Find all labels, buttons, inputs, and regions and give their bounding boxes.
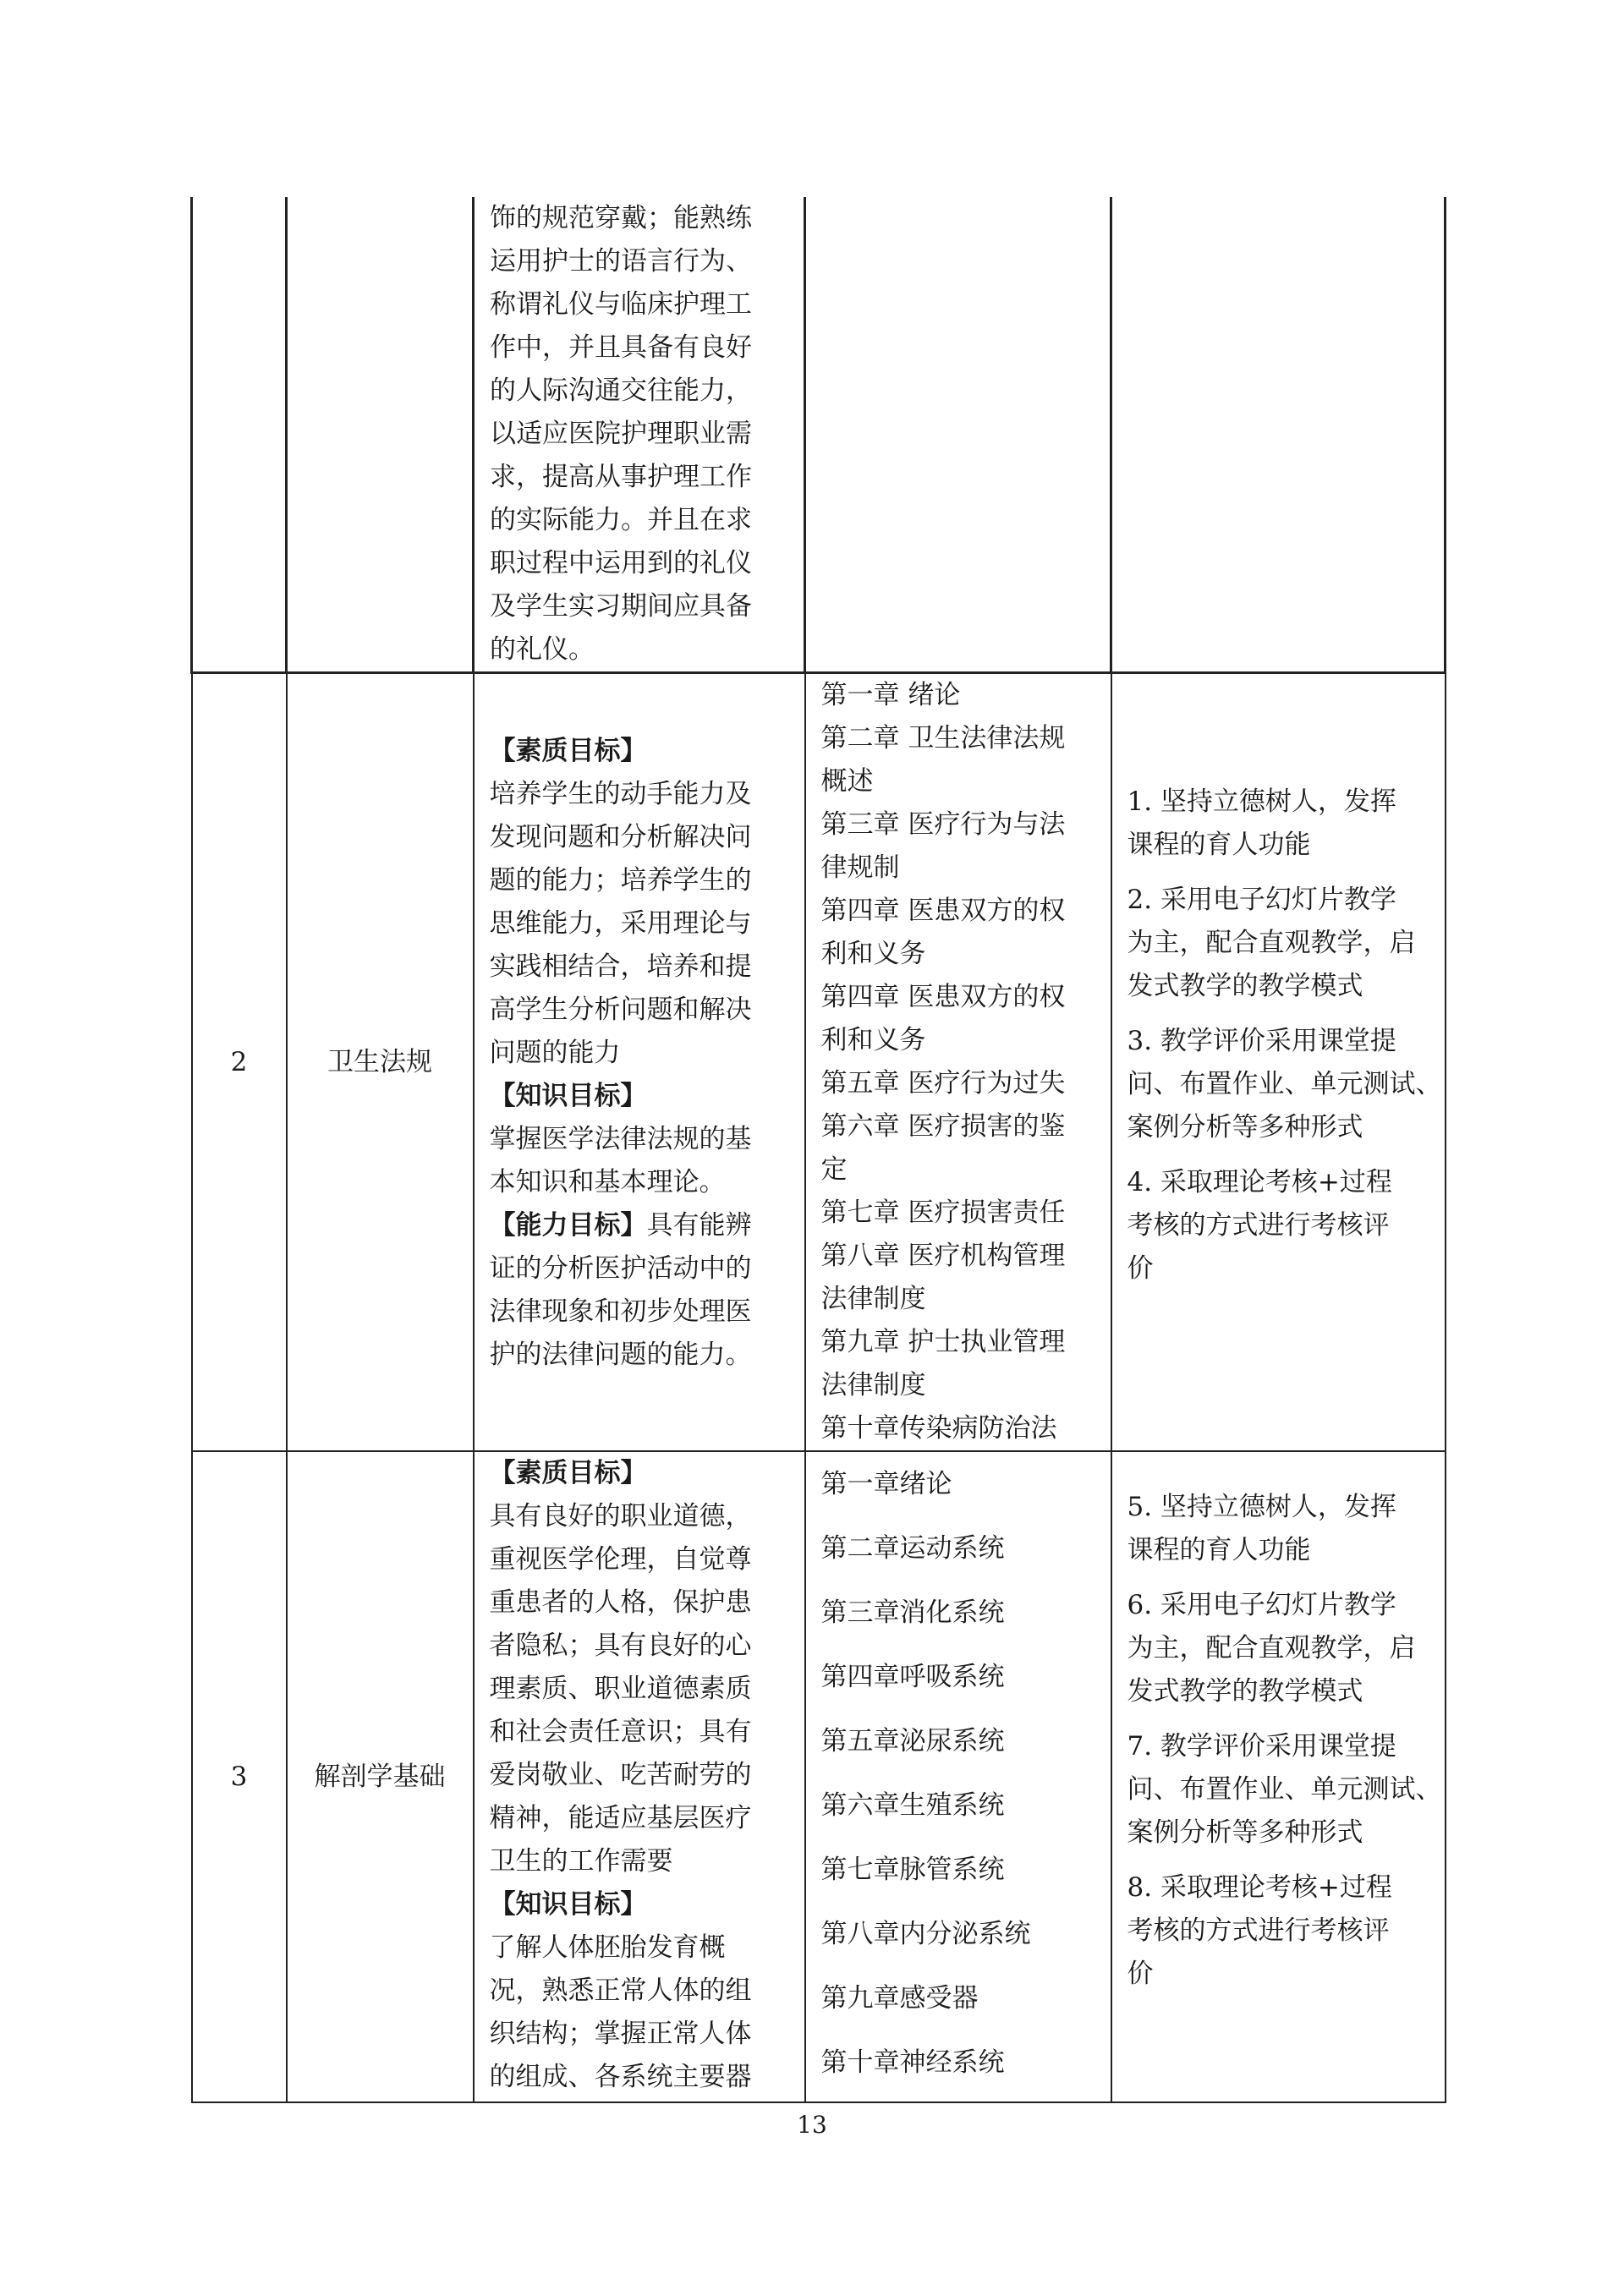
method-line: 发式教学的教学模式 bbox=[1127, 1676, 1363, 1707]
quality-goal-heading: 【素质目标】 bbox=[489, 736, 647, 766]
chapter-line: 第六章生殖系统 bbox=[820, 1790, 1005, 1821]
method-line: 发式教学的教学模式 bbox=[1127, 971, 1363, 1001]
table-row-continuation bbox=[192, 197, 1446, 673]
method-line: 1. 坚持立德树人，发挥 bbox=[1127, 786, 1396, 817]
goal-line: 织结构；掌握正常人体 bbox=[489, 2019, 752, 2049]
course-name-cell bbox=[287, 197, 474, 673]
chapters-cell bbox=[805, 673, 1111, 1452]
goal-line: 问题的能力 bbox=[489, 1038, 621, 1068]
table-row-course-2 bbox=[192, 673, 1446, 1452]
chapter-line: 第三章消化系统 bbox=[820, 1597, 1005, 1628]
goals-cell bbox=[474, 1451, 805, 2102]
goal-line: 法律现象和初步处理医 bbox=[489, 1296, 752, 1327]
knowledge-goal-heading: 【知识目标】 bbox=[489, 1081, 647, 1111]
goal-line: 职过程中运用到的礼仪 bbox=[490, 548, 752, 578]
method-line: 考核的方式进行考核评 bbox=[1127, 1915, 1390, 1946]
goal-line: 培养学生的动手能力及 bbox=[489, 779, 752, 809]
goal-line: 作中，并且具备有良好 bbox=[490, 332, 752, 363]
goal-line: 护的法律问题的能力。 bbox=[489, 1340, 752, 1370]
chapter-line: 定 bbox=[820, 1154, 848, 1185]
methods-cell bbox=[1111, 1451, 1446, 2102]
goal-line: 证的分析医护活动中的 bbox=[489, 1253, 752, 1284]
chapter-line: 第六章 医疗损害的鉴 bbox=[820, 1111, 1066, 1142]
chapter-line: 第七章 医疗损害责任 bbox=[820, 1197, 1066, 1228]
chapter-line: 第一章绪论 bbox=[820, 1469, 952, 1499]
page-number: 13 bbox=[797, 2111, 827, 2139]
method-line: 7. 教学评价采用课堂提 bbox=[1127, 1731, 1396, 1762]
goal-line: 掌握医学法律法规的基 bbox=[489, 1124, 752, 1154]
number-cell bbox=[192, 197, 287, 673]
goal-line: 具有良好的职业道德， bbox=[489, 1501, 752, 1532]
chapter-line: 第九章感受器 bbox=[820, 1983, 979, 2014]
method-line: 3. 教学评价采用课堂提 bbox=[1127, 1026, 1396, 1056]
goal-line: 的实际能力。并且在求 bbox=[490, 505, 752, 535]
chapter-line: 第八章 医疗机构管理 bbox=[820, 1241, 1066, 1271]
goal-line: 及学生实习期间应具备 bbox=[490, 591, 752, 622]
method-line: 为主，配合直观教学，启 bbox=[1127, 928, 1416, 958]
goal-line: 理素质、职业道德素质 bbox=[489, 1674, 752, 1704]
chapter-line: 第八章内分泌系统 bbox=[820, 1919, 1031, 1949]
goal-line: 发现问题和分析解决问 bbox=[489, 822, 752, 852]
methods-cell bbox=[1111, 197, 1446, 673]
ability-goal-text: 具有能辨 bbox=[646, 1210, 752, 1241]
course-name-cell: 解剖学基础 bbox=[287, 1451, 474, 2102]
chapter-line: 第一章 绪论 bbox=[820, 680, 961, 710]
method-line: 问、布置作业、单元测试、 bbox=[1127, 1774, 1442, 1805]
method-line: 5. 坚持立德树人，发挥 bbox=[1127, 1492, 1396, 1522]
chapter-line: 第三章 医疗行为与法 bbox=[820, 809, 1066, 840]
goal-line: 的人际沟通交往能力， bbox=[490, 375, 752, 406]
method-line: 考核的方式进行考核评 bbox=[1127, 1210, 1390, 1241]
method-line: 案例分析等多种形式 bbox=[1127, 1817, 1363, 1848]
goal-line: 卫生的工作需要 bbox=[489, 1846, 673, 1877]
goal-line: 以适应医院护理职业需 bbox=[490, 419, 752, 449]
chapter-line: 第五章泌尿系统 bbox=[820, 1726, 1005, 1756]
goal-line: 饰的规范穿戴；能熟练 bbox=[490, 203, 752, 233]
goal-line: 精神，能适应基层医疗 bbox=[489, 1803, 752, 1833]
chapter-line: 利和义务 bbox=[820, 939, 926, 969]
goal-line: 况，熟悉正常人体的组 bbox=[489, 1975, 752, 2006]
chapter-line: 第五章 医疗行为过失 bbox=[820, 1068, 1066, 1099]
chapter-line: 第四章 医患双方的权 bbox=[820, 982, 1066, 1012]
goal-line: 思维能力，采用理论与 bbox=[489, 908, 752, 939]
goal-line: 者隐私；具有良好的心 bbox=[489, 1630, 752, 1661]
chapter-line: 法律制度 bbox=[820, 1370, 926, 1400]
chapters-cell bbox=[805, 1451, 1111, 2102]
goal-line: 称谓礼仪与临床护理工 bbox=[490, 289, 752, 320]
ability-goal-line bbox=[490, 1204, 789, 1247]
method-line: 6. 采用电子幻灯片教学 bbox=[1127, 1590, 1396, 1620]
table-row-course-3 bbox=[192, 1451, 1446, 2102]
goal-line: 爱岗敬业、吃苦耐劳的 bbox=[489, 1760, 752, 1790]
goal-line: 的组成、各系统主要器 bbox=[489, 2062, 752, 2092]
ability-goal-heading: 【能力目标】 bbox=[489, 1210, 647, 1241]
chapters-cell bbox=[805, 197, 1111, 673]
goal-line: 重患者的人格，保护患 bbox=[489, 1587, 752, 1618]
method-line: 价 bbox=[1127, 1253, 1154, 1284]
goals-cell bbox=[474, 673, 805, 1452]
chapter-line: 概述 bbox=[820, 766, 874, 797]
method-line: 课程的育人功能 bbox=[1127, 830, 1311, 860]
goal-line: 求，提高从事护理工作 bbox=[490, 462, 752, 492]
chapter-line: 第九章 护士执业管理 bbox=[820, 1327, 1066, 1357]
chapter-line: 第四章呼吸系统 bbox=[820, 1662, 1005, 1692]
goal-line: 的礼仪。 bbox=[490, 634, 595, 665]
method-line: 4. 采取理论考核+过程 bbox=[1127, 1167, 1392, 1197]
goal-line: 题的能力；培养学生的 bbox=[489, 865, 752, 896]
goals-cell bbox=[474, 197, 805, 673]
goal-line: 实践相结合，培养和提 bbox=[489, 951, 752, 982]
goal-line: 高学生分析问题和解决 bbox=[489, 995, 752, 1025]
chapter-line: 第二章运动系统 bbox=[820, 1533, 1005, 1564]
goal-line: 重视医学伦理，自觉尊 bbox=[489, 1544, 752, 1575]
methods-cell bbox=[1111, 673, 1446, 1452]
course-table bbox=[190, 197, 1446, 2103]
knowledge-goal-heading: 【知识目标】 bbox=[489, 1889, 647, 1920]
chapter-line: 律规制 bbox=[820, 852, 900, 883]
goal-line: 了解人体胚胎发育概 bbox=[489, 1932, 726, 1963]
chapter-line: 第十章神经系统 bbox=[820, 2047, 1005, 2078]
method-line: 价 bbox=[1127, 1959, 1154, 1989]
chapter-line: 第七章脉管系统 bbox=[820, 1855, 1005, 1885]
method-line: 课程的育人功能 bbox=[1127, 1535, 1311, 1565]
course-name-cell: 卫生法规 bbox=[287, 673, 474, 1452]
chapter-line: 第十章传染病防治法 bbox=[820, 1413, 1057, 1444]
chapter-line: 法律制度 bbox=[820, 1284, 926, 1314]
number-cell: 2 bbox=[192, 673, 287, 1452]
goal-line: 本知识和基本理论。 bbox=[489, 1167, 726, 1197]
method-line: 8. 采取理论考核+过程 bbox=[1127, 1872, 1392, 1903]
method-line: 问、布置作业、单元测试、 bbox=[1127, 1069, 1442, 1099]
number-cell: 3 bbox=[192, 1451, 287, 2102]
chapter-line: 利和义务 bbox=[820, 1025, 926, 1055]
goal-line: 和社会责任意识；具有 bbox=[489, 1717, 752, 1747]
chapter-line: 第二章 卫生法律法规 bbox=[820, 723, 1066, 753]
method-line: 为主，配合直观教学，启 bbox=[1127, 1633, 1416, 1663]
method-line: 案例分析等多种形式 bbox=[1127, 1112, 1363, 1143]
method-line: 2. 采用电子幻灯片教学 bbox=[1127, 885, 1396, 915]
quality-goal-heading: 【素质目标】 bbox=[489, 1458, 647, 1488]
chapter-line: 第四章 医患双方的权 bbox=[820, 896, 1066, 926]
goal-line: 运用护士的语言行为、 bbox=[490, 246, 752, 277]
